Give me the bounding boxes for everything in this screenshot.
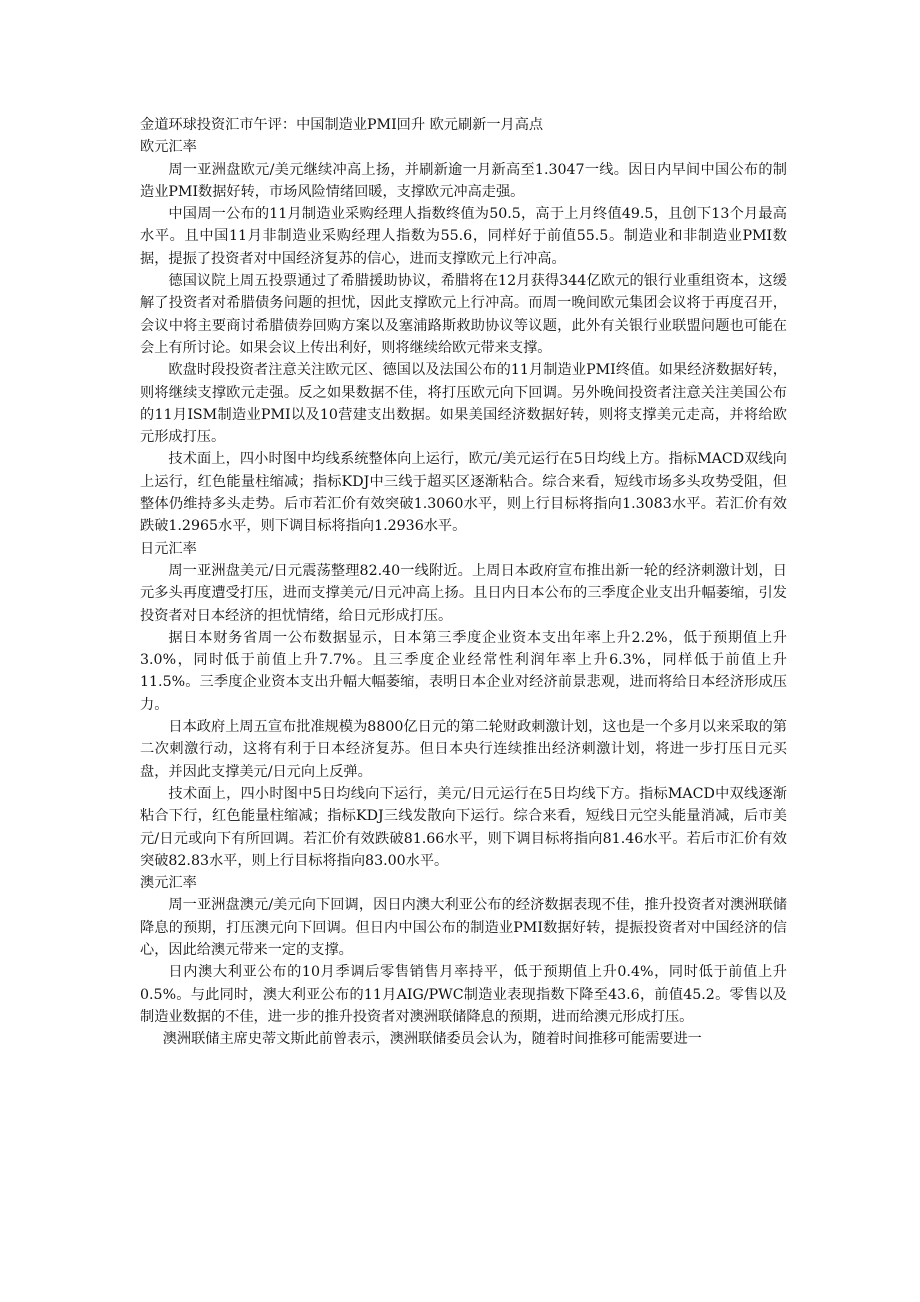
document-page [140,114,787,1050]
paragraph: 日本政府上周五宣布批准规模为8800亿日元的第二轮财政刺激计划，这也是一个多月以来采取的第二次刺激行动，这将有利于日本经济复苏。但日本央行连续推出经济刺激计划，将进一步打压日元买盘，并因此支撑美元/日元向上反弹。 [140,719,787,780]
paragraph: 周一亚洲盘澳元/美元向下回调，因日内澳大利亚公布的经济数据表现不佳，推升投资者对澳洲联储降息的预期，打压澳元向下回调。但日内中国公布的制造业PMI数据好转，提振投资者对中国经济的信心，因此给澳元带来一定的支撑。 [140,897,787,958]
section-heading-eur: 欧元汇率 [140,139,197,156]
paragraph: 据日本财务省周一公布数据显示，日本第三季度企业资本支出年率上升2.2%，低于预期值上升3.0%，同时低于前值上升7.7%。且三季度企业经常性利润年率上升6.3%，同样低于前值上升11.5%。三季度企业资本支出升幅大幅萎缩，表明日本企业对经济前景悲观，进而将给日本经济形成压力。 [140,629,787,713]
section-eur [140,136,787,537]
document-title: 金道环球投资汇市午评：中国制造业PMI回升 欧元刷新一月高点 [140,117,544,133]
section-jpy [140,538,787,872]
paragraph: 德国议院上周五投票通过了希腊援助协议，希腊将在12月获得344亿欧元的银行业重组资本，这缓解了投资者对希腊债务问题的担忧，因此支撑欧元上行冲高。而周一晚间欧元集团会议将于再度召开，会议中将主要商讨希腊债券回购方案以及塞浦路斯救助协议等议题，此外有关银行业联盟问题也可能在会上有所讨论。如果会议上传出利好，则将继续给欧元带来支撑。 [140,273,787,356]
section-heading-aud: 澳元汇率 [140,875,197,892]
paragraph: 周一亚洲盘美元/日元震荡整理82.40一线附近。上周日本政府宣布推出新一轮的经济刺激计划，日元多头再度遭受打压，进而支撑美元/日元冲高上扬。且日内日本公布的三季度企业支出升幅萎缩，引发投资者对日本经济的担忧情绪，给日元形成打压。 [140,562,787,624]
paragraph: 技术面上，四小时图中5日均线向下运行，美元/日元运行在5日均线下方。指标MACD中双线逐渐粘合下行，红色能量柱缩减；指标KDJ三线发散向下运行。综合来看，短线日元空头能量消减，后市美元/日元或向下有所回调。若汇价有效跌破81.66水平，则下调目标将指向81.46水平。若后市汇价有效突破82.83水平，则上行目标将指向83.00水平。 [140,785,787,869]
paragraph: 日内澳大利亚公布的10月季调后零售销售月率持平，低于预期值上升0.4%，同时低于前值上升0.5%。与此同时，澳大利亚公布的11月AIG/PWC制造业表现指数下降至43.6，前值45.2。零售以及制造业数据的不佳，进一步的推升投资者对澳洲联储降息的预期，进而给澳元形成打压。 [140,964,787,1025]
paragraph: 欧盘时段投资者注意关注欧元区、德国以及法国公布的11月制造业PMI终值。如果经济数据好转，则将继续支撑欧元走强。反之如果数据不佳，将打压欧元向下回调。另外晚间投资者注意关注美国公布的11月ISM制造业PMI以及10营建支出数据。如果美国经济数据好转，则将支撑美元走高，并将给欧元形成打压。 [140,362,787,446]
paragraph: 技术面上，四小时图中均线系统整体向上运行，欧元/美元运行在5日均线上方。指标MACD双线向上运行，红色能量柱缩减；指标KDJ中三线于超买区逐渐粘合。综合来看，短线市场多头攻势受阻，但整体仍维持多头走势。后市若汇价有效突破1.3060水平，则上行目标将指向1.3083水平。若汇价有效跌破1.2965水平，则下调目标将指向1.2936水平。 [140,451,787,535]
paragraph: 澳洲联储主席史蒂文斯此前曾表示，澳洲联储委员会认为，随着时间推移可能需要进一 [162,1031,702,1048]
section-aud [140,872,787,1050]
paragraph: 周一亚洲盘欧元/美元继续冲高上扬，并刷新逾一月新高至1.3047一线。因日内早间中国公布的制造业PMI数据好转，市场风险情绪回暖，支撑欧元冲高走强。 [140,161,787,200]
section-heading-jpy: 日元汇率 [140,540,197,557]
paragraph: 中国周一公布的11月制造业采购经理人指数终值为50.5，高于上月终值49.5，且创下13个月最高水平。且中国11月非制造业采购经理人指数为55.6，同样好于前值55.5。制造业和非制造业PMI数据，提振了投资者对中国经济复苏的信心，进而支撑欧元上行冲高。 [140,206,787,267]
